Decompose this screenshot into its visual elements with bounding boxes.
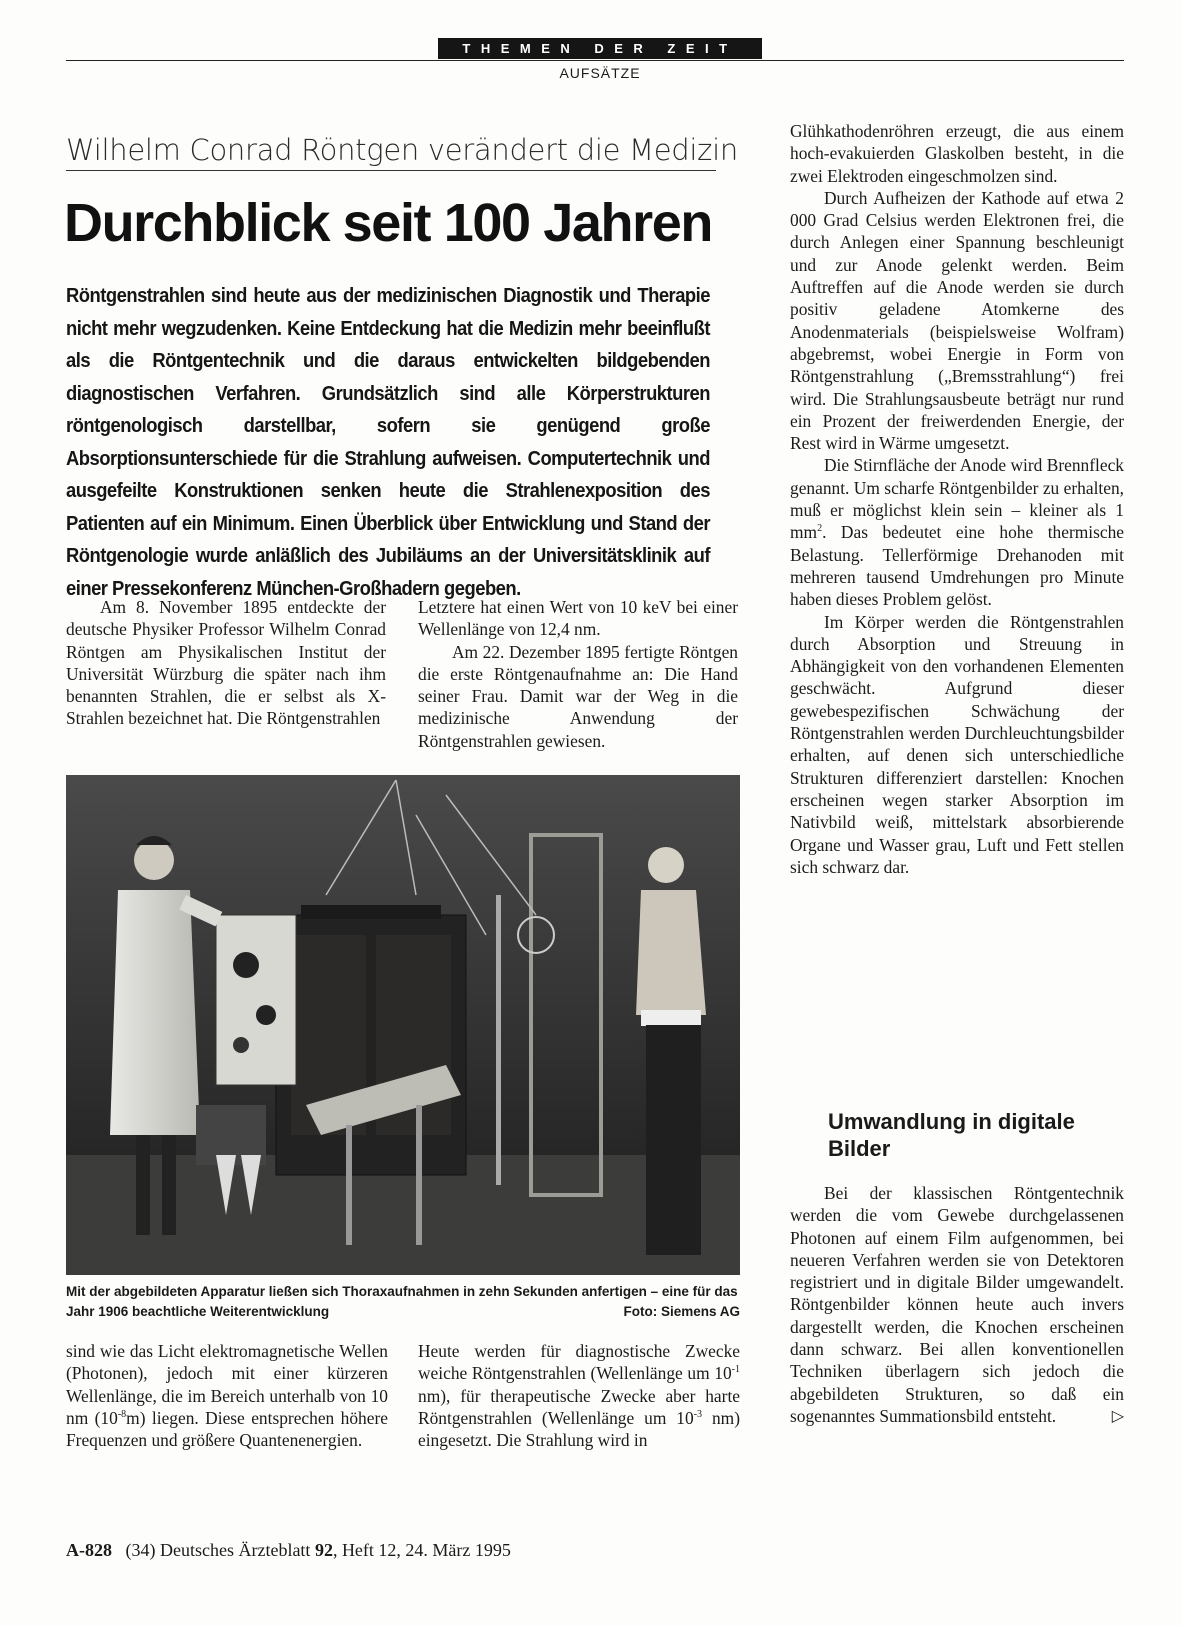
historic-xray-photo [66, 775, 740, 1275]
page-number: A-828 [66, 1540, 112, 1560]
text-run: sind wie das Licht elektromagnetische Wellen (Photonen), jedoch mit einer kürzeren Wellenlänge, die im Bereich unterhalb von 10 nm (10 [66, 1341, 388, 1428]
citation-text: , Heft 12, 24. März 1995 [332, 1540, 511, 1560]
body-column-2-top [418, 596, 738, 752]
photo-credit: Foto: Siemens AG [623, 1304, 740, 1319]
superscript: -8 [117, 1409, 127, 1421]
text-run: . Das bedeutet eine hohe thermische Belastung. Tellerförmige Drehanoden mit mehreren tausend Umdrehungen pro Minute haben dieses Problem gelöst. [790, 522, 1124, 610]
volume-number: 92 [314, 1540, 333, 1560]
text-run: nm), für therapeutische Zwecke aber harte Röntgenstrahlen (Wellenlänge um 10 [418, 1385, 740, 1428]
body-column-1-bottom [66, 1340, 388, 1451]
text-run: Heute werden für diagnostische Zwecke weiche Röntgenstrahlen (Wellenlänge um 10 [418, 1341, 740, 1384]
body-paragraph [66, 1340, 388, 1451]
section-subheading: Umwandlung in digitale Bilder [828, 1109, 1075, 1161]
kicker-rule [66, 170, 716, 171]
body-paragraph: Glühkathodenröhren erzeugt, die aus einem hoch-evakuierden Glaskolben besteht, in die zwei Elektroden eingeschmolzen sind. [790, 121, 1124, 186]
header-rule [66, 60, 1124, 61]
text-run: Bei der klassischen Röntgentechnik werden die vom Gewebe durchgelassenen Photonen auf einem Film aufgenommen, bei neueren Verfahren werden sie von Detektoren registriert und in digitale Bilder umgewandelt. Röntgenbilder können heute auch invers dargestellt werden, die Knochen erscheinen dann schwarz. Bei allen konventionellen Techniken überlagern sich jedoch die abgebildeten Strukturen, so daß ein sogenanntes Summationsbild entsteht. [790, 1183, 1124, 1426]
photo-image [66, 775, 740, 1275]
body-column-2-bottom [418, 1340, 740, 1451]
continue-arrow-icon: ▷ [1111, 1405, 1124, 1425]
section-band: THEMEN DER ZEIT [438, 38, 762, 59]
text-run: Die Stirnfläche der Anode wird Brennfleck genannt. Um scharfe Röntgenbilder zu erhalten, muß er möglichst klein sein – kleiner als 1 mm [790, 455, 1124, 543]
body-paragraph [418, 1340, 740, 1451]
caption-text: Mit der abgebildeten Apparatur ließen sich Thoraxaufnahmen in zehn Sekunden anfertigen – eine für das Jahr 1906 beachtliche Weiterentwicklung [66, 1284, 738, 1319]
citation-text: (34) Deutsches Ärzteblatt [125, 1540, 315, 1560]
superscript: 2 [817, 523, 823, 535]
body-paragraph: Im Körper werden die Röntgenstrahlen durch Absorption und Streuung in Abhängigkeit von den vorhandenen Elementen geschwächt. Aufgrund dieser gewebespezifischen Schwächung der Röntgenstrahlen werden Durchleuchtungsbilder erhalten, auf denen sich unterschiedliche Strukturen differenziert darstellen: Knochen erscheinen wegen starker Absorption im Nativbild weiß, mittelstark absorbierende Organe und Wasser grau, Luft und Fett stellen sich schwarz dar. [790, 611, 1124, 877]
body-paragraph [790, 1182, 1124, 1427]
text-run: m) liegen. Diese entsprechen höhere Frequenzen und größere Quantenenergien. [66, 1407, 388, 1451]
body-paragraph [790, 454, 1124, 610]
body-column-3-lower [790, 1182, 1124, 1427]
article-lead: Röntgenstrahlen sind heute aus der medizinischen Diagnostik und Therapie nicht mehr wegzudenken. Keine Entdeckung hat die Medizin mehr beeinflußt als die Röntgentechnik und die daraus entwickelten bildgebenden diagnostischen Verfahren. Grundsätzlich sind alle Körperstrukturen röntgenologisch darstellbar, sofern sie genügend große Absorptionsunterschiede für die Strahlung aufweisen. Computertechnik und ausgefeilte Konstruktionen senken heute die Strahlenexposition des Patienten auf ein Minimum. Einen Überblick über Entwicklung und Stand der Röntgenologie wurde anläßlich des Jubiläums an der Universitätsklinik auf einer Pressekonferenz München-Großhadern gegeben. [66, 285, 710, 600]
body-paragraph: Am 8. November 1895 entdeckte der deutsche Physiker Professor Wilhelm Conrad Röntgen am Physikalischen Institut der Universität Würzburg die später nach ihm benannten Strahlen, die er selbst als X-Strahlen bezeichnet hat. Die Röntgenstrahlen [66, 597, 386, 729]
body-paragraph: Am 22. Dezember 1895 fertigte Röntgen die erste Röntgenaufnahme an: Die Hand seiner Frau. Damit war der Weg in die medizinische Anwendung der Röntgenstrahlen gewiesen. [418, 641, 738, 751]
superscript: -3 [693, 1409, 703, 1421]
body-paragraph: Durch Aufheizen der Kathode auf etwa 2 000 Grad Celsius werden Elektronen frei, die durch Anlegen einer Spannung beschleunigt und zur Anode gelenkt werden. Beim Auftreffen auf die Anode werden sie durch positiv geladene Atomkerne des Anodenmaterials (beispielsweise Wolfram) abgebremst, wobei Energie in Form von Röntgenstrahlung („Bremsstrahlung“) frei wird. Die Strahlungsausbeute beträgt nur rund ein Prozent der freiwerdenden Energie, der Rest wird in Wärme umgesetzt. [790, 187, 1124, 454]
body-column-3 [790, 120, 1124, 878]
article-headline: Durchblick seit 100 Jahren [64, 193, 712, 253]
text-run: nm) eingesetzt. Die Strahlung wird in [418, 1407, 740, 1451]
page-footer [66, 1540, 511, 1561]
body-paragraph: Letztere hat einen Wert von 10 keV bei einer Wellenlänge von 12,4 nm. [418, 597, 738, 640]
superscript: -1 [731, 1364, 740, 1376]
subsection-label: AUFSÄTZE [559, 65, 641, 81]
body-column-1-top [66, 596, 386, 730]
article-kicker: Wilhelm Conrad Röntgen verändert die Medizin [66, 133, 738, 167]
figure-caption [66, 1282, 740, 1322]
